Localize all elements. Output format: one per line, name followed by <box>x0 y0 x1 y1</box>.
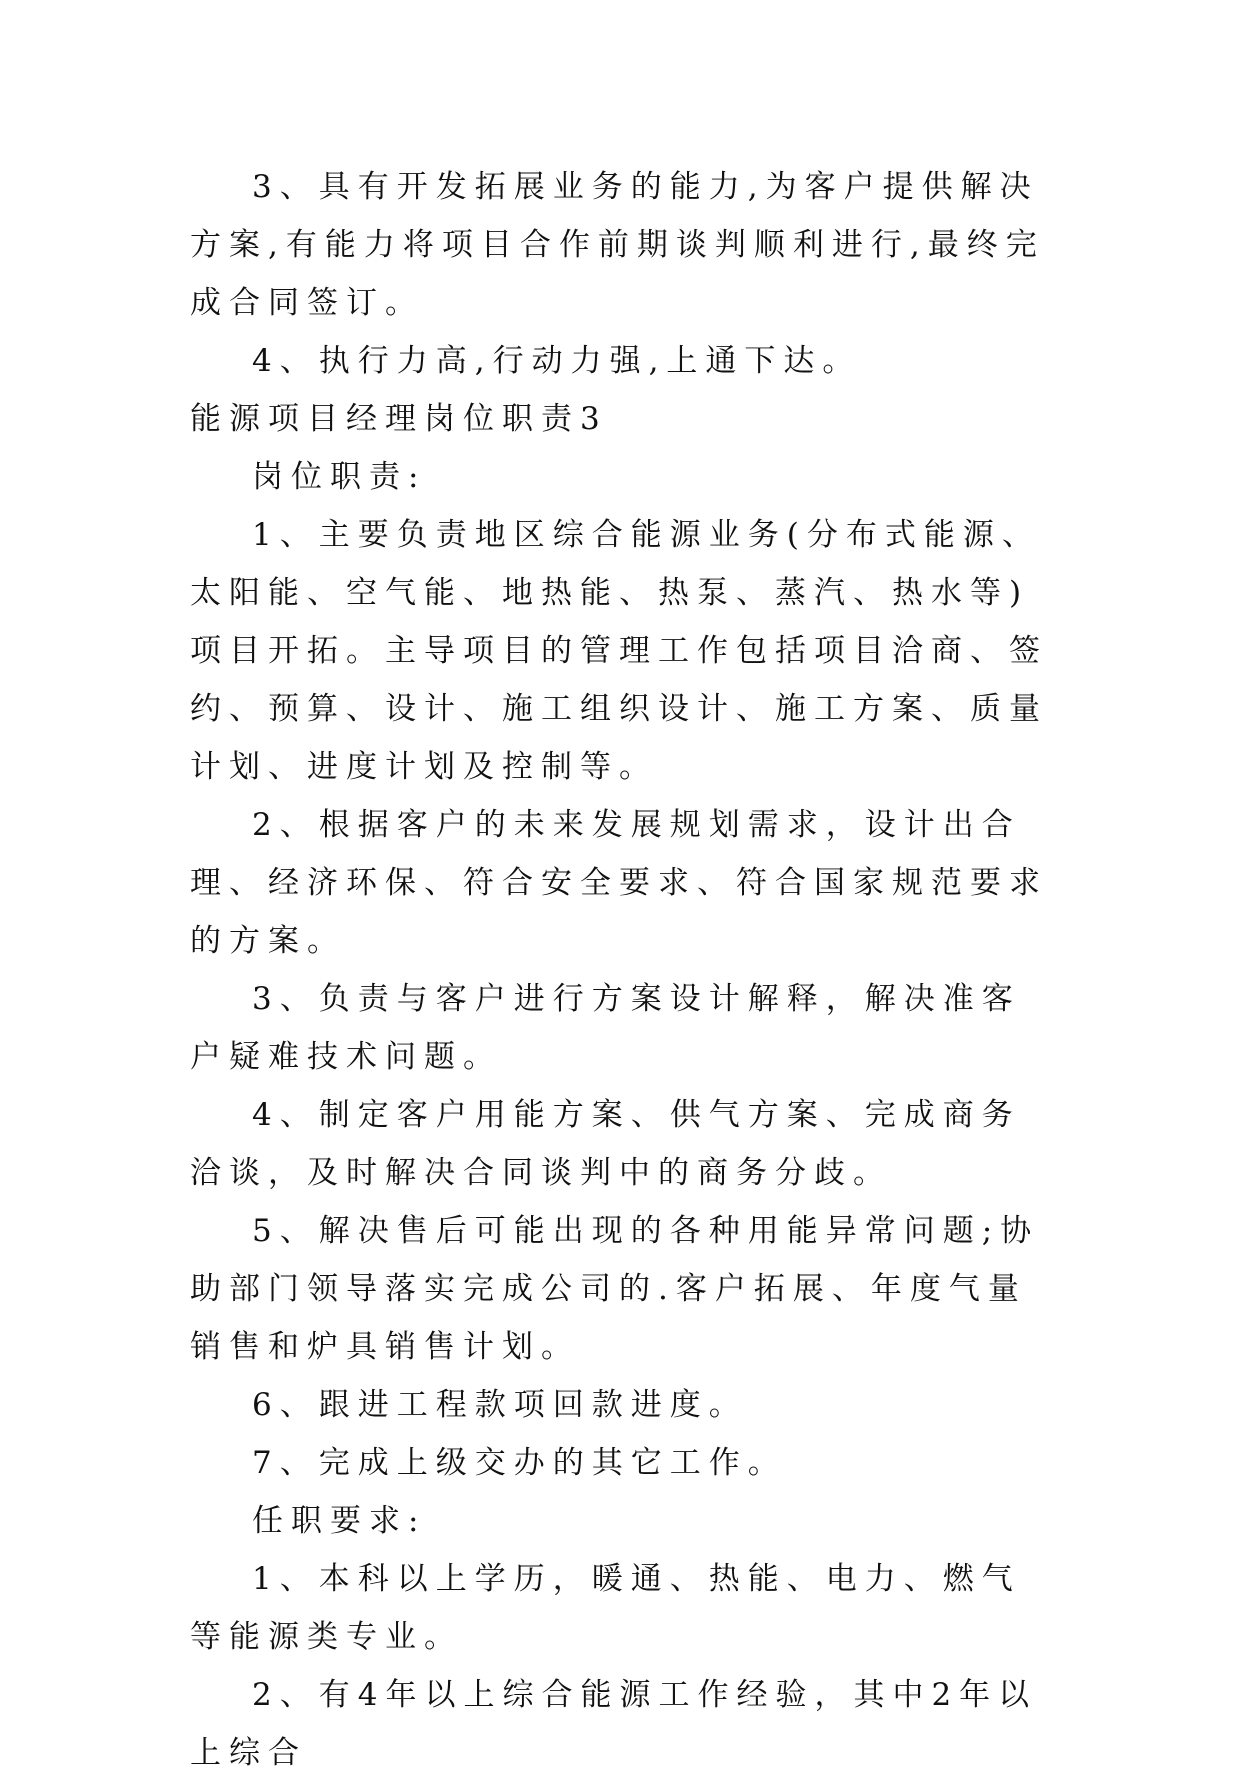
duty-item-6: 6、跟进工程款项回款进度。 <box>252 1387 748 1423</box>
duty-item-1: 1、主要负责地区综合能源业务(分布式能源、太阳能、空气能、地热能、热泵、蒸汽、热水等)项目开拓。主导项目的管理工作包括项目洽商、签约、预算、设计、施工组织设计、施工方案、质量计划、进度计划及控制等。 <box>190 517 1048 785</box>
duty-item-7: 7、完成上级交办的其它工作。 <box>252 1445 787 1481</box>
duty-item-4: 4、制定客户用能方案、供气方案、完成商务洽谈，及时解决合同谈判中的商务分歧。 <box>190 1097 1021 1191</box>
subsection-heading-requirements: 任职要求: <box>252 1503 427 1539</box>
requirement-item-1: 1、本科以上学历，暖通、热能、电力、燃气等能源类专业。 <box>190 1561 1021 1655</box>
paragraph-item-4: 4、执行力高,行动力强,上通下达。 <box>252 343 862 379</box>
requirement-item-2: 2、有4年以上综合能源工作经验，其中2年以上综合 <box>190 1677 1038 1771</box>
subsection-heading-duties: 岗位职责: <box>252 459 427 495</box>
paragraph-item-3: 3、具有开发拓展业务的能力,为客户提供解决方案,有能力将项目合作前期谈判顺利进行,最终完成合同签订。 <box>190 169 1045 321</box>
duty-item-2: 2、根据客户的未来发展规划需求，设计出合理、经济环保、符合安全要求、符合国家规范要求的方案。 <box>190 807 1048 959</box>
section-title: 能源项目经理岗位职责3 <box>190 401 608 437</box>
document-body <box>190 158 1050 1782</box>
duty-item-3: 3、负责与客户进行方案设计解释，解决准客户疑难技术问题。 <box>190 981 1021 1075</box>
duty-item-5: 5、解决售后可能出现的各种用能异常问题;协助部门领导落实完成公司的.客户拓展、年度气量销售和炉具销售计划。 <box>190 1213 1040 1365</box>
